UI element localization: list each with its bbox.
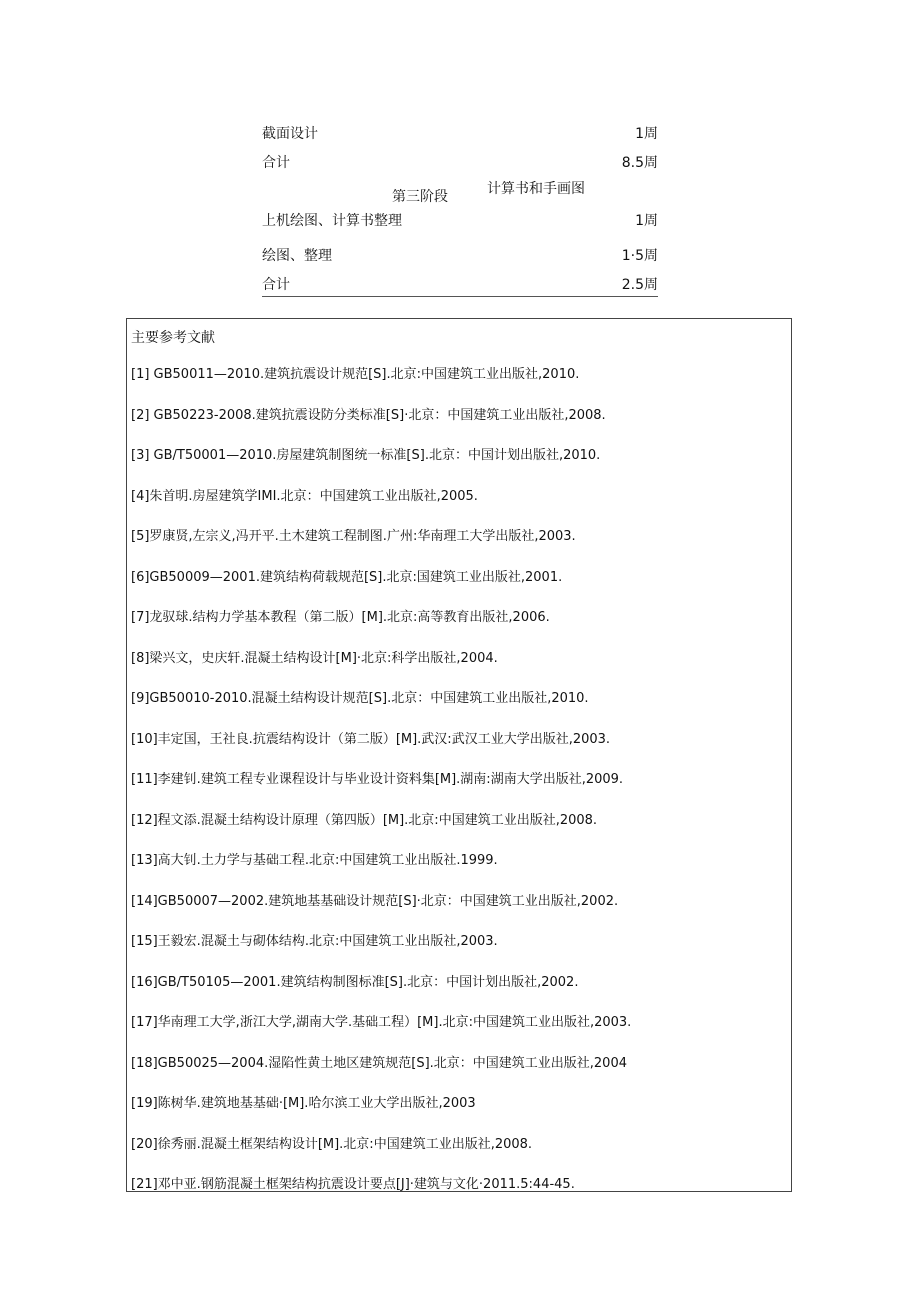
reference-item: [18]GB50025—2004.湿陷性黄土地区建筑规范[S].北京：中国建筑工业出版社,2004 [131, 1055, 627, 1071]
schedule-row-value: 1周 [635, 213, 658, 229]
schedule-row-label: 合计 [262, 277, 290, 293]
references-list [131, 366, 631, 1217]
schedule-row-value: 8.5周 [621, 155, 658, 171]
reference-item: [10]丰定国，王社良.抗震结构设计（第二版）[M].武汉:武汉工业大学出版社,2003. [131, 731, 611, 747]
schedule-row [262, 212, 658, 230]
schedule-row-label: 上机绘图、计算书整理 [262, 213, 402, 229]
reference-item: [6]GB50009—2001.建筑结构荷载规范[S].北京:国建筑工业出版社,2001. [131, 569, 563, 585]
schedule-row [262, 276, 658, 294]
reference-item: [14]GB50007—2002.建筑地基基础设计规范[S]·北京：中国建筑工业出版社,2002. [131, 893, 619, 909]
references-box [126, 318, 792, 1192]
schedule-row-value: 2.5周 [621, 277, 658, 293]
reference-item: [16]GB/T50105—2001.建筑结构制图标准[S].北京：中国计划出版社,2002. [131, 974, 579, 990]
schedule-row-label: 合计 [262, 155, 290, 171]
phase-heading [262, 181, 658, 206]
schedule-row [262, 154, 658, 172]
reference-item: [13]高大钊.土力学与基础工程.北京:中国建筑工业出版社.1999. [131, 853, 498, 868]
phase-description: 计算书和手画图 [487, 181, 585, 197]
schedule-row-label: 绘图、整理 [262, 248, 332, 264]
reference-item: [8]梁兴文，史庆轩.混凝土结构设计[M]·北京:科学出版社,2004. [131, 650, 498, 666]
reference-item: [15]王毅宏.混凝土与砌体结构.北京:中国建筑工业出版社,2003. [131, 934, 498, 949]
reference-item: [2] GB50223-2008.建筑抗震设防分类标准[S]·北京：中国建筑工业出版社,2008. [131, 407, 606, 423]
schedule-row-label: 截面设计 [262, 126, 318, 142]
reference-item: [17]华南理工大学,浙江大学,湖南大学.基础工程）[M].北京:中国建筑工业出版社,2003. [131, 1015, 632, 1030]
schedule-row [262, 125, 658, 143]
reference-item: [7]龙驭球.结构力学基本教程（第二版）[M].北京:高等教育出版社,2006. [131, 610, 550, 625]
schedule-row [262, 247, 658, 265]
schedule-row-value: 1周 [635, 126, 658, 142]
reference-item: [11]李建钊.建筑工程专业课程设计与毕业设计资料集[M].湖南:湖南大学出版社,2009. [131, 772, 624, 787]
reference-item: [9]GB50010-2010.混凝土结构设计规范[S].北京：中国建筑工业出版社,2010. [131, 691, 589, 706]
schedule-divider [262, 296, 658, 297]
reference-item: [12]程文添.混凝土结构设计原理（第四版）[M].北京:中国建筑工业出版社,2008. [131, 812, 598, 828]
reference-item: [5]罗康贤,左宗义,冯开平.土木建筑工程制图.广州:华南理工大学出版社,2003. [131, 529, 576, 544]
phase-name: 第三阶段 [392, 189, 448, 205]
reference-item: [3] GB/T50001—2010.房屋建筑制图统一标准[S].北京：中国计划出版社,2010. [131, 448, 601, 463]
references-title: 主要参考文献 [131, 330, 215, 346]
reference-item: [1] GB50011—2010.建筑抗震设计规范[S].北京:中国建筑工业出版社,2010. [131, 367, 580, 382]
reference-item: [20]徐秀丽.混凝土框架结构设计[M].北京:中国建筑工业出版社,2008. [131, 1136, 533, 1152]
schedule-row-value: 1·5周 [621, 248, 658, 264]
reference-item: [21]邓中亚.钢筋混凝土框架结构抗震设计要点[J]·建筑与文化·2011.5:44-45. [131, 1177, 575, 1192]
reference-item: [4]朱首明.房屋建筑学IMI.北京：中国建筑工业出版社,2005. [131, 488, 478, 504]
reference-item: [19]陈树华.建筑地基基础·[M].哈尔滨工业大学出版社,2003 [131, 1096, 476, 1111]
